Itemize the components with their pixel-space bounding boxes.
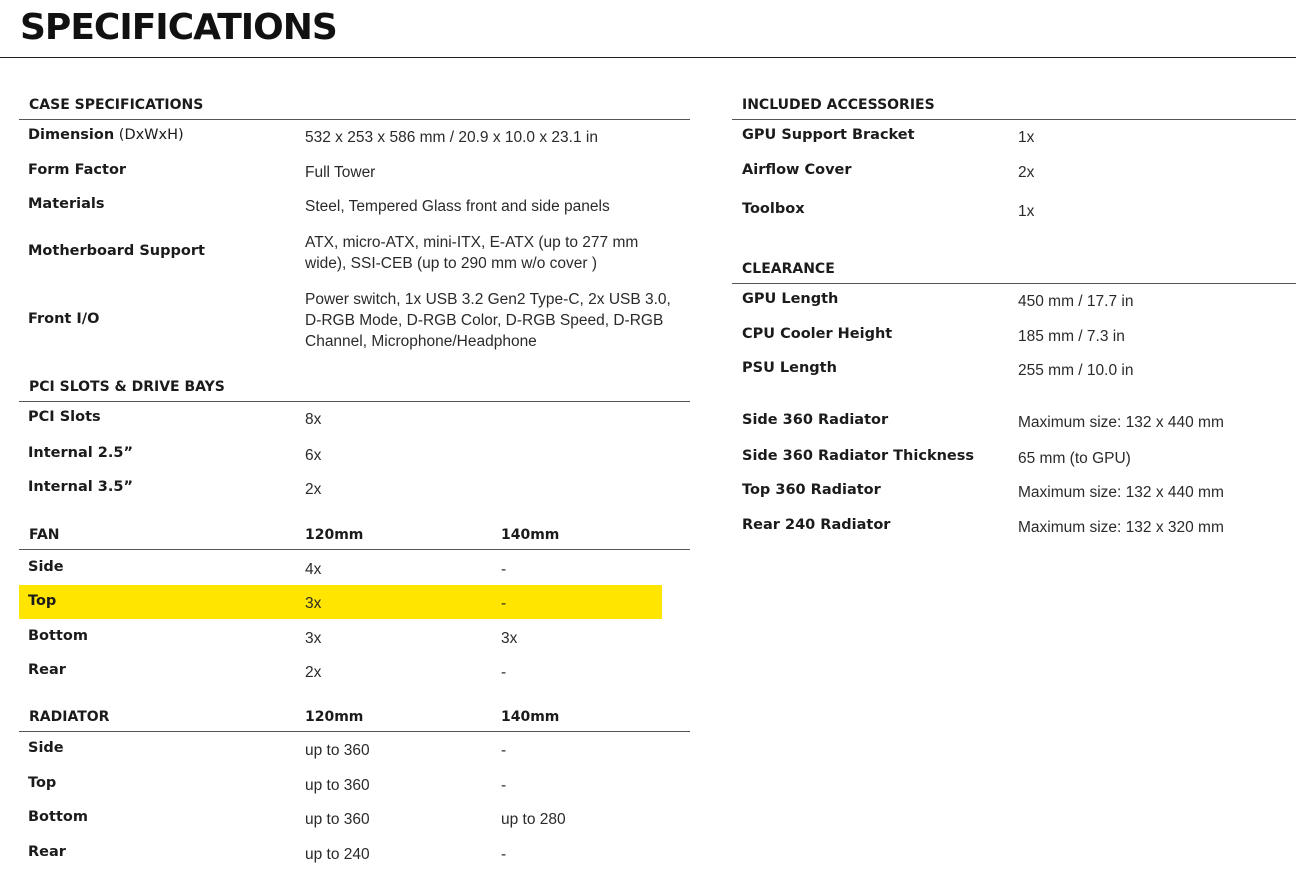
title-divider (0, 57, 1296, 58)
spec-value: Steel, Tempered Glass front and side panels (305, 198, 610, 215)
spec-value: - (501, 846, 507, 863)
spec-label: Internal 2.5” (28, 445, 133, 461)
spec-value: 3x (501, 630, 518, 647)
spec-label: Form Factor (28, 162, 127, 178)
radiator-col-120: 120mm (305, 709, 364, 725)
section-heading (19, 517, 690, 550)
section-heading (732, 87, 1296, 120)
section-heading (19, 87, 690, 120)
spec-value: 1x (1018, 129, 1035, 146)
spec-label: Dimension (DxWxH) (28, 127, 184, 143)
spec-value: - (501, 664, 507, 681)
spec-value: Maximum size: 132 x 440 mm (1018, 414, 1224, 431)
fan-col-140: 140mm (501, 527, 560, 543)
radiator-section (19, 699, 690, 874)
spec-value: - (501, 595, 507, 612)
clearance-heading: CLEARANCE (742, 261, 835, 277)
clearance-section (732, 251, 1296, 551)
case-specifications-section (19, 87, 690, 357)
spec-value: up to 240 (305, 846, 370, 863)
spec-label: Toolbox (742, 201, 805, 217)
radiator-heading: RADIATOR (29, 709, 110, 725)
spec-value: 185 mm / 7.3 in (1018, 328, 1125, 345)
spec-label: GPU Length (742, 291, 839, 307)
spec-value-line: wide), SSI-CEB (up to 290 mm w/o cover ) (305, 255, 598, 272)
spec-value: - (501, 742, 507, 759)
section-heading (19, 369, 690, 402)
spec-value: 6x (305, 447, 322, 464)
spec-label: Materials (28, 196, 105, 212)
spec-value: 3x (305, 630, 322, 647)
spec-value: up to 280 (501, 811, 566, 828)
spec-value-line: ATX, micro-ATX, mini-ITX, E-ATX (up to 277 mm (305, 234, 639, 251)
spec-value: up to 360 (305, 811, 370, 828)
spec-value: Maximum size: 132 x 440 mm (1018, 484, 1224, 501)
spec-value: 450 mm / 17.7 in (1018, 293, 1134, 310)
spec-value: - (501, 561, 507, 578)
spec-value-line: Power switch, 1x USB 3.2 Gen2 Type-C, 2x USB 3.0, (305, 291, 671, 308)
spec-label: CPU Cooler Height (742, 326, 893, 342)
spec-value: 1x (1018, 203, 1035, 220)
spec-label: Rear (28, 662, 66, 678)
spec-label: Top (28, 775, 57, 791)
spec-label: Side (28, 740, 64, 756)
spec-label: PSU Length (742, 360, 837, 376)
spec-value: Full Tower (305, 164, 376, 181)
spec-value: 65 mm (to GPU) (1018, 450, 1131, 467)
spec-label: Rear 240 Radiator (742, 517, 891, 533)
spec-value: 2x (1018, 164, 1035, 181)
fan-col-120: 120mm (305, 527, 364, 543)
page-title: SPECIFICATIONS (20, 7, 337, 48)
spec-label: Side 360 Radiator Thickness (742, 448, 975, 464)
section-heading (19, 699, 690, 732)
spec-label: Internal 3.5” (28, 479, 133, 495)
spec-value: up to 360 (305, 742, 370, 759)
radiator-col-140: 140mm (501, 709, 560, 725)
spec-label: Airflow Cover (742, 162, 852, 178)
spec-value: 3x (305, 595, 322, 612)
pci-drive-section (19, 369, 690, 504)
spec-value: 4x (305, 561, 322, 578)
spec-value: - (501, 777, 507, 794)
spec-label: Top 360 Radiator (742, 482, 881, 498)
spec-value: up to 360 (305, 777, 370, 794)
spec-label: Side (28, 559, 64, 575)
spec-label: Bottom (28, 809, 88, 825)
spec-value-line: D-RGB Mode, D-RGB Color, D-RGB Speed, D-RGB (305, 312, 664, 329)
spec-value: 532 x 253 x 586 mm / 20.9 x 10.0 x 23.1 in (305, 129, 598, 146)
fan-heading: FAN (29, 527, 60, 543)
spec-value: Maximum size: 132 x 320 mm (1018, 519, 1224, 536)
spec-label: Motherboard Support (28, 243, 205, 259)
spec-value: 255 mm / 10.0 in (1018, 362, 1134, 379)
spec-value-line: Channel, Microphone/Headphone (305, 333, 537, 350)
spec-label: Front I/O (28, 311, 100, 327)
spec-value: 2x (305, 481, 322, 498)
spec-label: Side 360 Radiator (742, 412, 889, 428)
case-specifications-heading: CASE SPECIFICATIONS (29, 97, 204, 113)
spec-label: PCI Slots (28, 409, 101, 425)
spec-value: 8x (305, 411, 322, 428)
section-heading (732, 251, 1296, 284)
spec-label: Top (28, 593, 57, 609)
accessories-heading: INCLUDED ACCESSORIES (742, 97, 935, 113)
spec-label: Bottom (28, 628, 88, 644)
spec-label: Rear (28, 844, 66, 860)
fan-section (19, 517, 690, 687)
pci-drive-heading: PCI SLOTS & DRIVE BAYS (29, 379, 225, 395)
spec-label: GPU Support Bracket (742, 127, 915, 143)
accessories-section (732, 87, 1296, 227)
spec-value: 2x (305, 664, 322, 681)
